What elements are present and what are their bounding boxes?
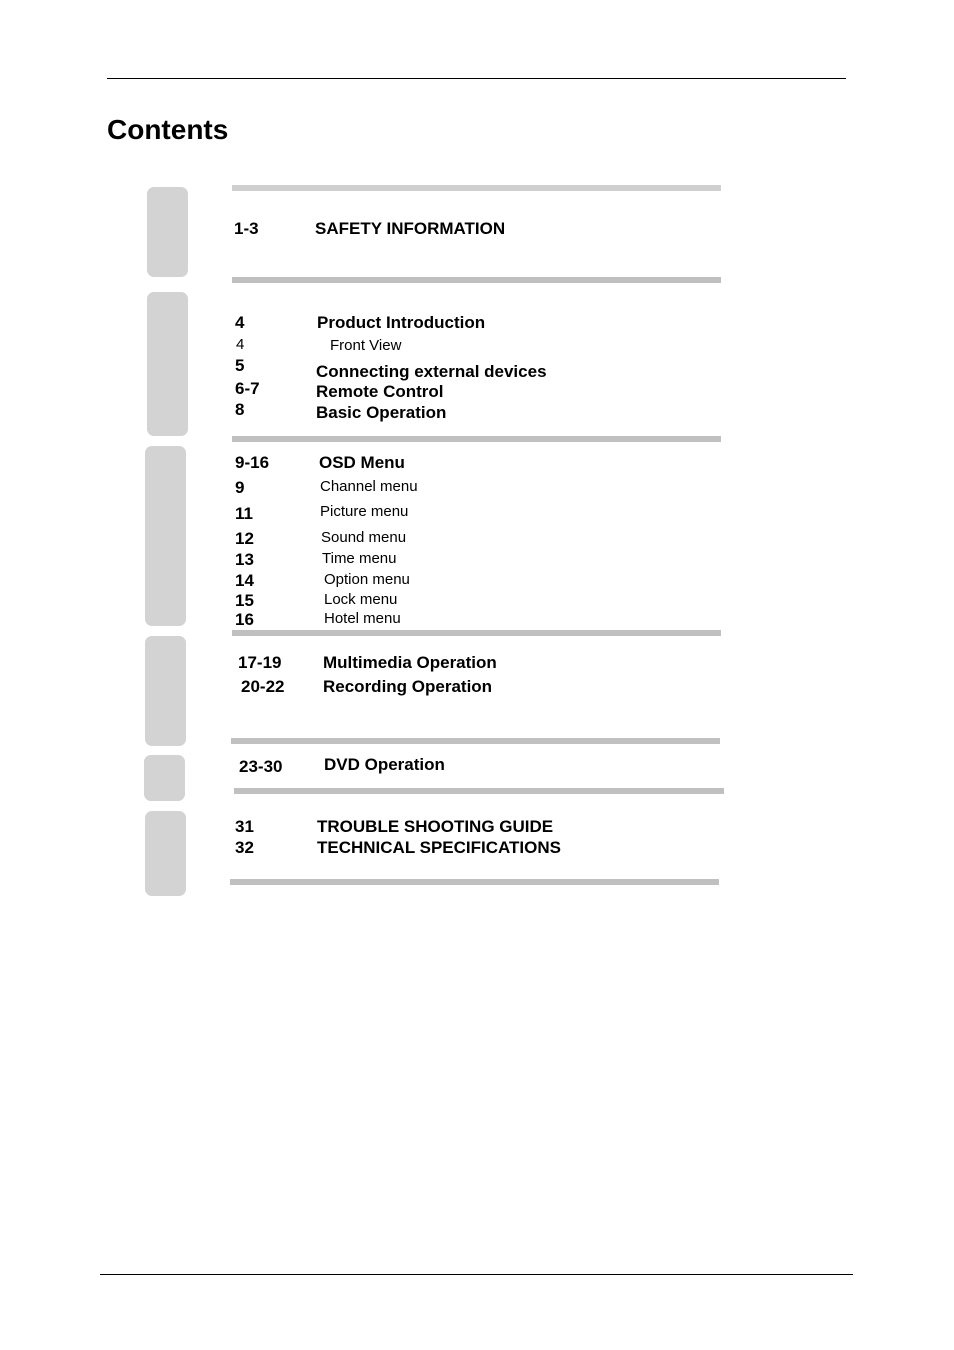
toc-entry-title: Remote Control [316,382,444,401]
toc-page-number: 20-22 [241,677,285,696]
toc-entry-title: Sound menu [321,529,407,546]
toc-entry-title: OSD Menu [319,453,405,472]
section-divider [230,879,719,885]
section-tab-introduction [147,292,188,436]
toc-page-number: 31 [235,817,254,836]
toc-entry-title: Front View [330,337,402,354]
toc-page-number: 6-7 [235,379,260,398]
section-tab-osd [145,446,186,626]
toc-page-number: 4 [236,336,245,353]
toc-page-number: 13 [235,550,254,569]
toc-page-number: 5 [235,356,245,375]
toc-entry-title: Channel menu [320,478,418,495]
toc-entry-title: Recording Operation [323,677,493,696]
section-tab-appendix [145,811,186,896]
toc-page-number: 11 [235,504,253,523]
section-divider [232,277,721,283]
toc-entry-title: TROUBLE SHOOTING GUIDE [317,817,554,836]
section-divider [232,185,721,191]
toc-page-number: 4 [235,313,245,332]
toc-entry-title: Lock menu [324,591,398,608]
toc-entry-title: Connecting external devices [316,362,547,381]
toc-entry-title: DVD Operation [324,755,445,774]
toc-entry-title: Hotel menu [324,610,401,627]
section-divider [234,788,724,794]
toc-entry-title: Multimedia Operation [323,653,497,672]
toc-page-number: 9 [235,478,245,497]
section-tab-safety [147,187,188,277]
toc-entry-title: Option menu [324,571,410,588]
page-title: Contents [107,114,229,145]
section-divider [232,630,721,636]
toc-page-number: 16 [235,610,254,629]
toc-page-number: 17-19 [238,653,282,672]
toc-entry-title: Basic Operation [316,403,447,422]
toc-page-number: 12 [235,529,254,548]
toc-page-number: 1-3 [234,219,259,238]
toc-page-number: 14 [235,571,254,590]
header-rule [107,78,846,79]
section-divider [231,738,720,744]
toc-page-number: 32 [235,838,254,857]
toc-entry-title: Picture menu [320,503,409,520]
footer-rule [100,1274,853,1275]
toc-entry-title: TECHNICAL SPECIFICATIONS [317,838,561,857]
section-tab-multimedia [145,636,186,746]
toc-entry-title: Time menu [322,550,397,567]
toc-page-number: 23-30 [239,757,283,776]
section-divider [232,436,721,442]
toc-page-number: 9-16 [235,453,270,472]
toc-page-number: 8 [235,400,245,419]
section-tab-dvd [144,755,185,801]
toc-entry-title: Product Introduction [317,313,486,332]
toc-page-number: 15 [235,591,254,610]
toc-entry-title: SAFETY INFORMATION [315,219,506,238]
